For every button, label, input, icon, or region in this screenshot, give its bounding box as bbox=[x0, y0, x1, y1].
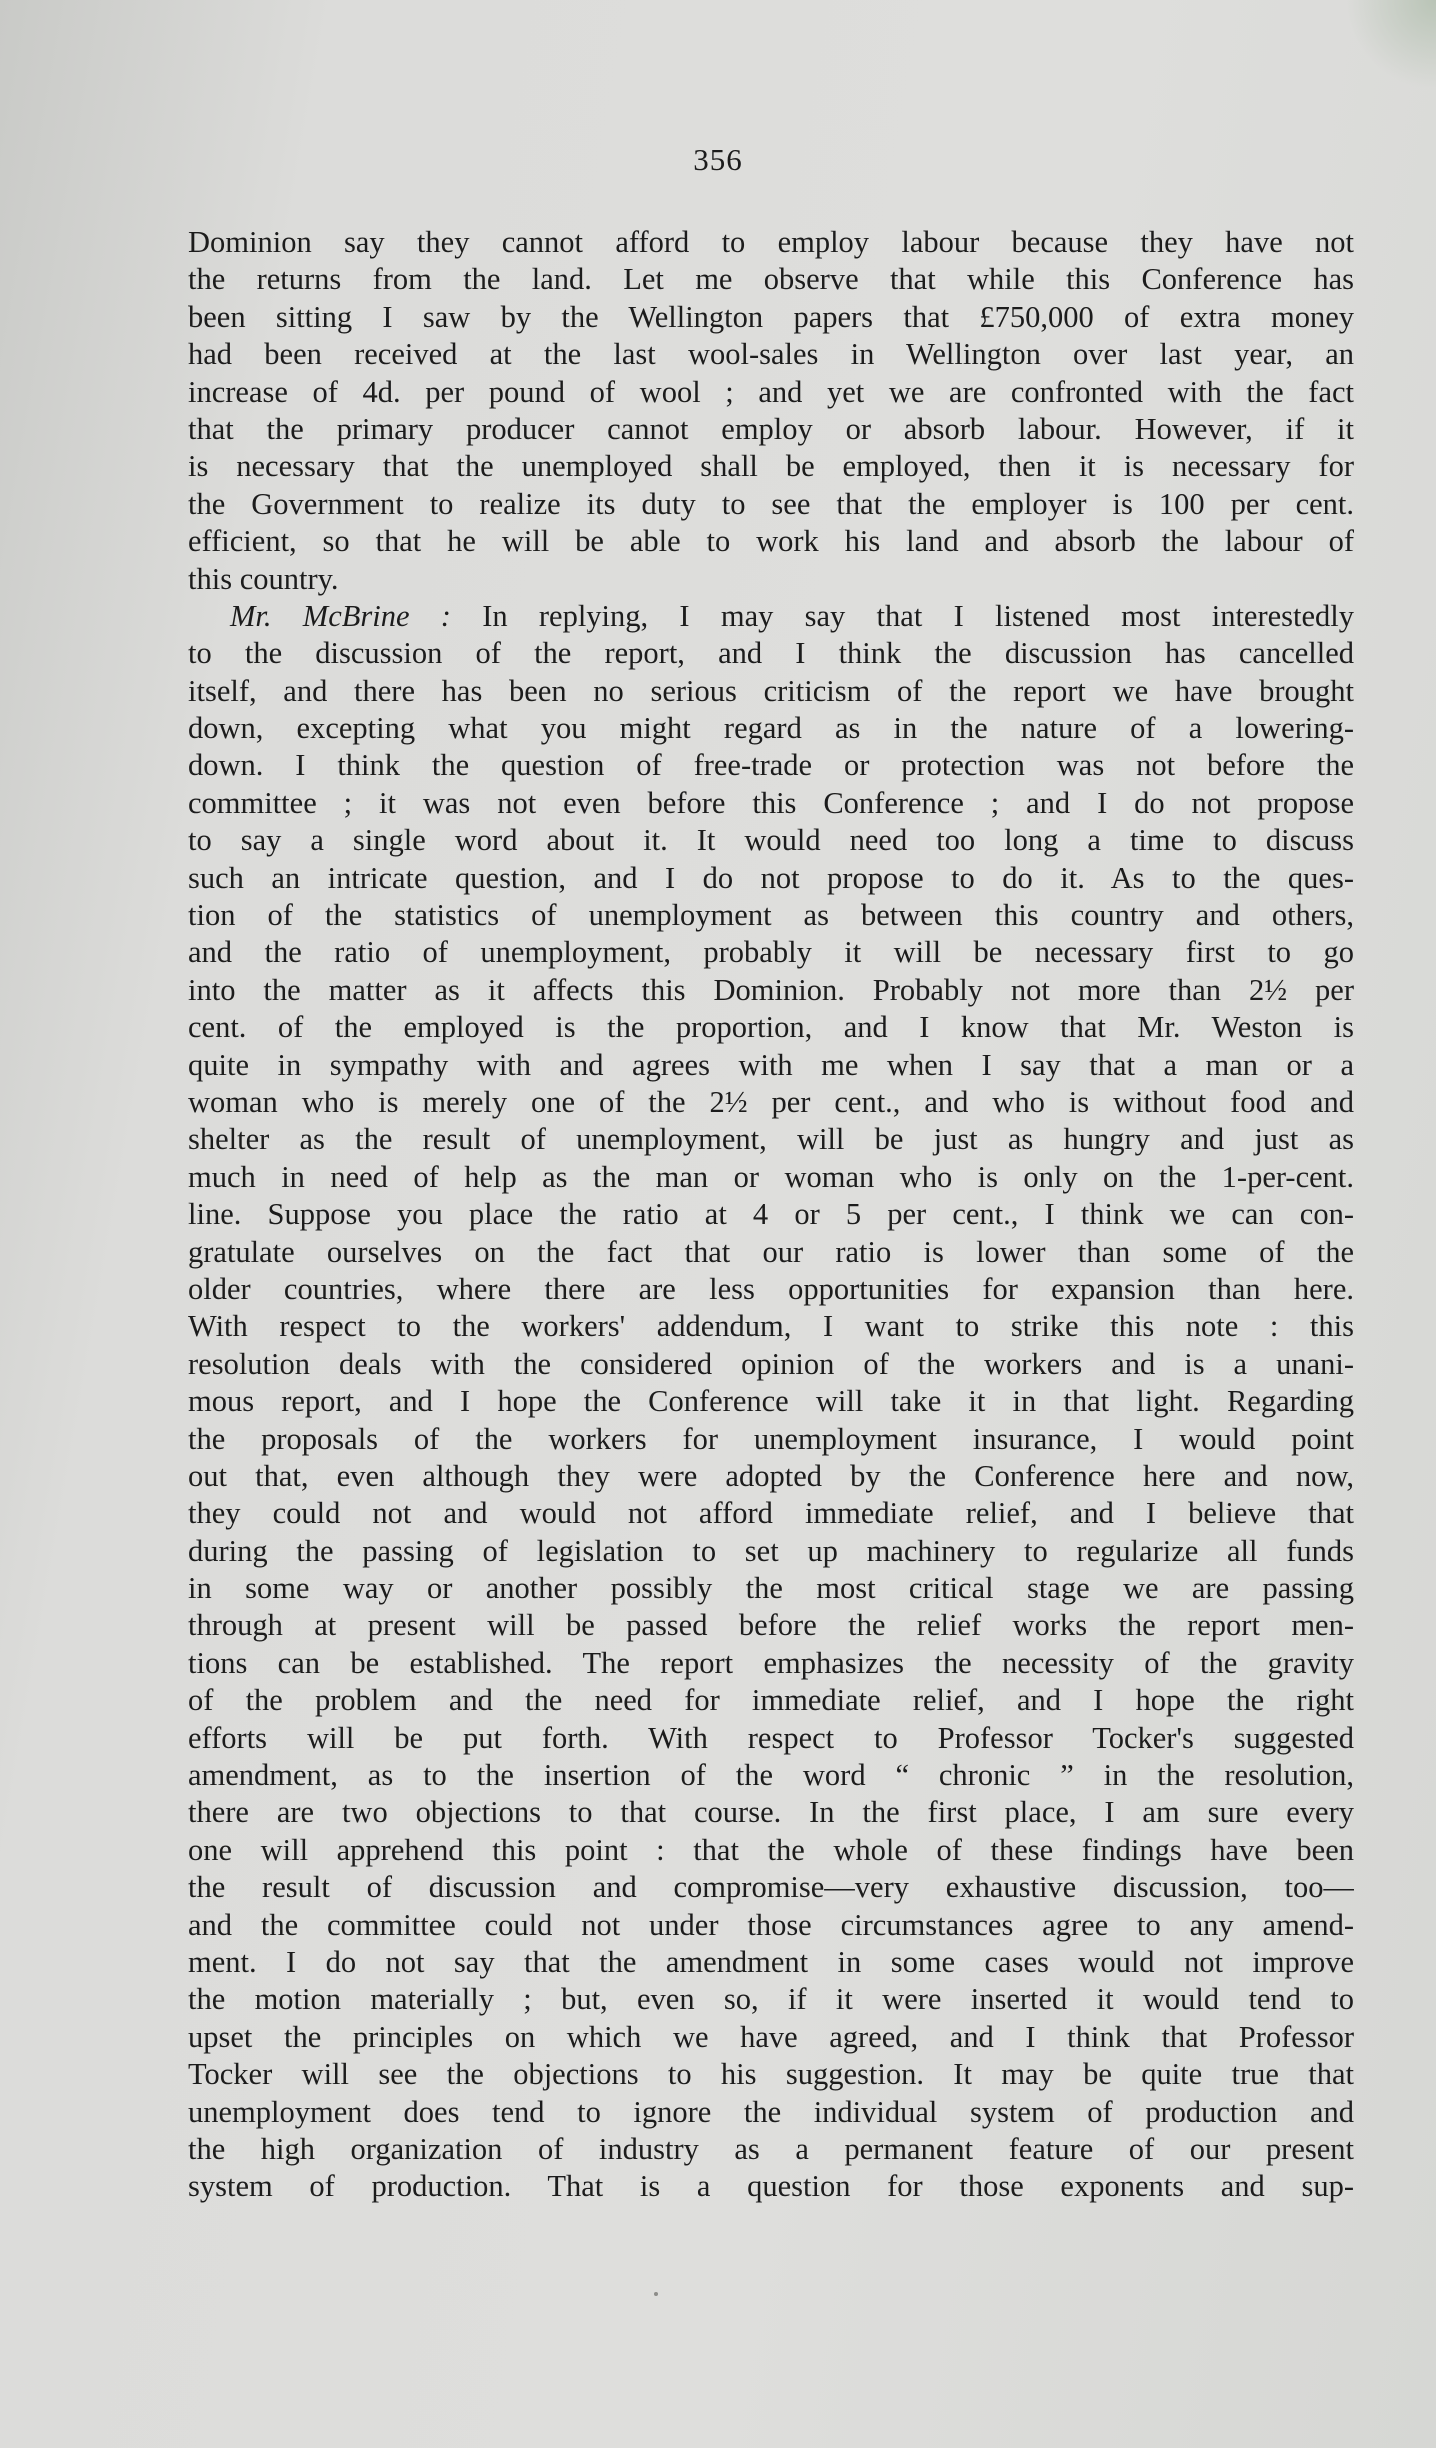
text-line: committee ; it was not even before this Conference ; and I do not propose bbox=[188, 785, 1354, 820]
text-line: down, excepting what you might regard as in the nature of a lowering- bbox=[188, 711, 1354, 746]
text-line: during the passing of legislation to set up machinery to regularize all funds bbox=[188, 1533, 1354, 1568]
text-line: older countries, where there are less opportunities for expansion than here. bbox=[188, 1271, 1354, 1306]
text-line: of the problem and the need for immediate relief, and I hope the right bbox=[188, 1683, 1354, 1718]
text-line: down. I think the question of free-trade or protection was not before the bbox=[188, 748, 1354, 783]
text-line: line. Suppose you place the ratio at 4 or 5 per cent., I think we can con- bbox=[188, 1197, 1354, 1232]
text-line: the Government to realize its duty to see that the employer is 100 per cent. bbox=[188, 486, 1354, 521]
text-line: efforts will be put forth. With respect to Professor Tocker's suggested bbox=[188, 1720, 1354, 1755]
text-line: woman who is merely one of the 2½ per cent., and who is without food and bbox=[188, 1084, 1354, 1119]
text-line: and the committee could not under those circumstances agree to any amend- bbox=[188, 1907, 1354, 1942]
text-line: one will apprehend this point : that the whole of these findings have been bbox=[188, 1832, 1354, 1867]
text-line: into the matter as it affects this Dominion. Probably not more than 2½ per bbox=[188, 972, 1354, 1007]
text-line: that the primary producer cannot employ or absorb labour. However, if it bbox=[188, 411, 1354, 446]
speaker-paragraph-start bbox=[188, 598, 1354, 635]
text-line: such an intricate question, and I do not propose to do it. As to the ques- bbox=[188, 860, 1354, 895]
text-line: ment. I do not say that the amendment in some cases would not improve bbox=[188, 1944, 1354, 1979]
text-line: resolution deals with the considered opinion of the workers and is a unani- bbox=[188, 1346, 1354, 1381]
text-line: through at present will be passed before the relief works the report men- bbox=[188, 1608, 1354, 1643]
text-line: cent. of the employed is the proportion, and I know that Mr. Weston is bbox=[188, 1010, 1354, 1045]
text-line: system of production. That is a question for those exponents and sup- bbox=[188, 2169, 1354, 2204]
text-line: the result of discussion and compromise—very exhaustive discussion, too— bbox=[188, 1870, 1354, 1905]
text-line: and the ratio of unemployment, probably it will be necessary first to go bbox=[188, 935, 1354, 970]
text-line: much in need of help as the man or woman who is only on the 1-per-cent. bbox=[188, 1159, 1354, 1194]
text-line: increase of 4d. per pound of wool ; and yet we are confronted with the fact bbox=[188, 374, 1354, 409]
text-line: unemployment does tend to ignore the individual system of production and bbox=[188, 2094, 1354, 2129]
text-line: efficient, so that he will be able to work his land and absorb the labour of bbox=[188, 524, 1354, 559]
text-line: to the discussion of the report, and I think the discussion has cancelled bbox=[188, 636, 1354, 671]
text-line: been sitting I saw by the Wellington papers that £750,000 of extra money bbox=[188, 299, 1354, 334]
body-text bbox=[188, 224, 1354, 2206]
text-line: the high organization of industry as a permanent feature of our present bbox=[188, 2131, 1354, 2166]
text-line: gratulate ourselves on the fact that our ratio is lower than some of the bbox=[188, 1234, 1354, 1269]
text-line: tion of the statistics of unemployment as between this country and others, bbox=[188, 898, 1354, 933]
text-line: the motion materially ; but, even so, if it were inserted it would tend to bbox=[188, 1982, 1354, 2017]
text-line: tions can be established. The report emphasizes the necessity of the gravity bbox=[188, 1645, 1354, 1680]
text-line: in some way or another possibly the most critical stage we are passing bbox=[188, 1571, 1354, 1606]
paper-speck bbox=[654, 2292, 658, 2296]
text-line: the proposals of the workers for unemployment insurance, I would point bbox=[188, 1421, 1354, 1456]
speaker-name: Mr. McBrine : bbox=[230, 598, 451, 633]
text-line: Dominion say they cannot afford to employ labour because they have not bbox=[188, 225, 1354, 259]
page-edge-stain bbox=[1346, 0, 1436, 90]
text-line: the returns from the land. Let me observe that while this Conference has bbox=[188, 262, 1354, 297]
text-line: With respect to the workers' addendum, I want to strike this note : this bbox=[188, 1309, 1354, 1344]
text-line: out that, even although they were adopted by the Conference here and now, bbox=[188, 1458, 1354, 1493]
text-line: Tocker will see the objections to his suggestion. It may be quite true that bbox=[188, 2057, 1354, 2092]
text-line: this country. bbox=[188, 561, 339, 596]
text-line: is necessary that the unemployed shall be employed, then it is necessary for bbox=[188, 449, 1354, 484]
text-line: In replying, I may say that I listened most interestedly bbox=[450, 598, 1354, 633]
text-line: there are two objections to that course. In the first place, I am sure every bbox=[188, 1795, 1354, 1830]
page-number: 356 bbox=[693, 142, 743, 177]
text-line: upset the principles on which we have agreed, and I think that Professor bbox=[188, 2019, 1354, 2054]
text-line: amendment, as to the insertion of the word “ chronic ” in the resolution, bbox=[188, 1758, 1354, 1793]
text-line: had been received at the last wool-sales in Wellington over last year, an bbox=[188, 337, 1354, 372]
text-line: to say a single word about it. It would need too long a time to discuss bbox=[188, 823, 1354, 858]
text-line: shelter as the result of unemployment, will be just as hungry and just as bbox=[188, 1122, 1354, 1157]
text-line: mous report, and I hope the Conference will take it in that light. Regarding bbox=[188, 1384, 1354, 1419]
text-line: they could not and would not afford immediate relief, and I believe that bbox=[188, 1496, 1354, 1531]
text-line: quite in sympathy with and agrees with me when I say that a man or a bbox=[188, 1047, 1354, 1082]
text-line: itself, and there has been no serious criticism of the report we have brought bbox=[188, 673, 1354, 708]
